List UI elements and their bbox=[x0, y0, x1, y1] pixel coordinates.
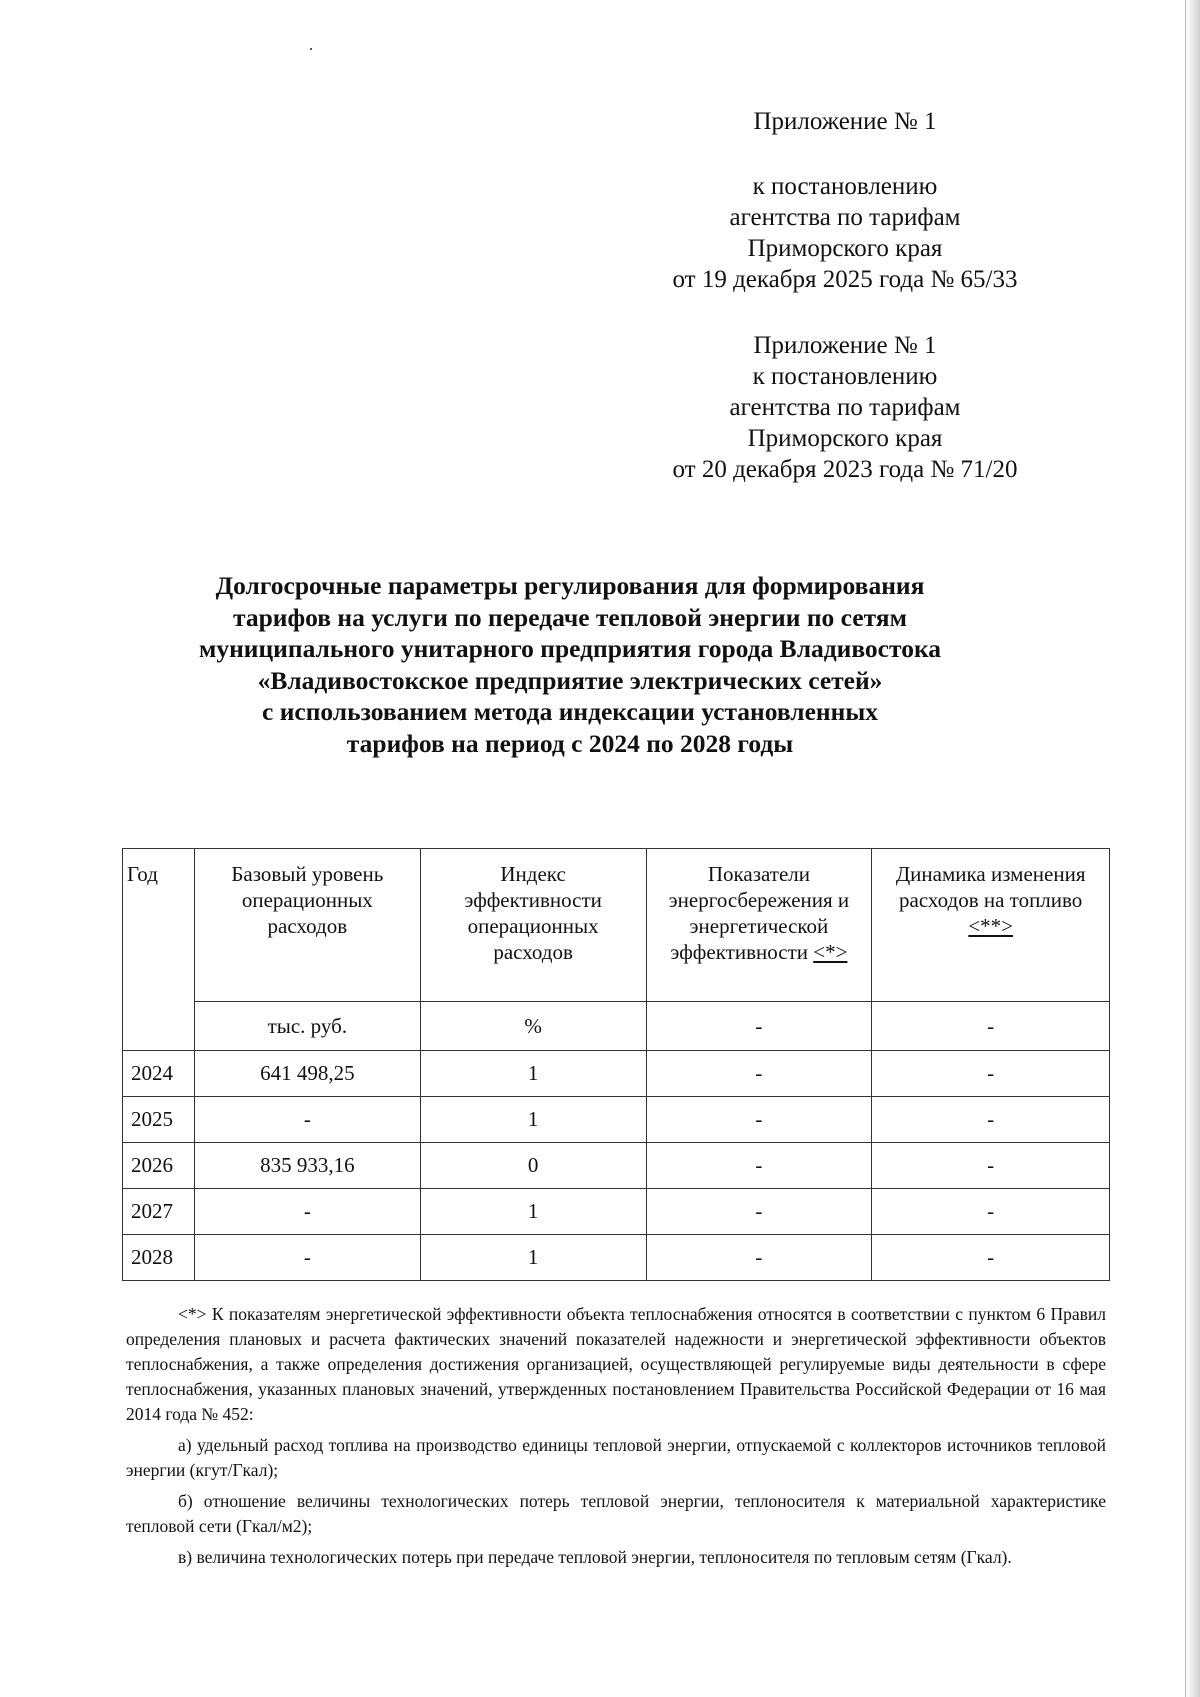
appendix-current-line: от 19 декабря 2025 года № 65/33 bbox=[672, 266, 1018, 293]
scan-speck bbox=[310, 48, 312, 50]
cell-base: - bbox=[194, 1189, 420, 1235]
cell-fuel: - bbox=[872, 1097, 1110, 1143]
header-text: Динамика изменения bbox=[895, 862, 1086, 886]
appendix-current-line: агентства по тарифам bbox=[729, 204, 961, 231]
title-line: «Владивостокское предприятие электрических сетей» bbox=[257, 665, 883, 695]
header-text: Показатели bbox=[707, 862, 811, 886]
cell-energy: - bbox=[646, 1097, 872, 1143]
header-text-with-ref bbox=[653, 939, 866, 965]
appendix-previous-line: Приложение № 1 bbox=[753, 332, 937, 359]
table-units-row bbox=[123, 1002, 1110, 1051]
cell-base: - bbox=[194, 1235, 420, 1281]
footnote-item: в) величина технологических потерь при передаче тепловой энергии, теплоносителя по тепловым сетям (Гкал). bbox=[178, 1547, 1012, 1567]
header-base-level bbox=[194, 849, 420, 1002]
cell-fuel: - bbox=[872, 1143, 1110, 1189]
title-line: тарифов на услуги по передаче тепловой энергии по сетям bbox=[233, 602, 907, 632]
header-text: операционных bbox=[241, 888, 373, 912]
appendix-current-title: Приложение № 1 bbox=[753, 108, 937, 135]
cell-energy: - bbox=[646, 1189, 872, 1235]
header-text: энергосбережения и bbox=[668, 888, 850, 912]
title-line: тарифов на период с 2024 по 2028 годы bbox=[346, 728, 794, 758]
cell-base: 835 933,16 bbox=[194, 1143, 420, 1189]
cell-index: 1 bbox=[420, 1097, 646, 1143]
cell-energy: - bbox=[646, 1143, 872, 1189]
cell-fuel: - bbox=[872, 1189, 1110, 1235]
unit-cell: % bbox=[420, 1002, 646, 1051]
header-year: Год bbox=[123, 849, 195, 1051]
document-title bbox=[120, 570, 1020, 759]
footnote-item: б) отношение величины технологических потерь тепловой энергии, теплоносителя к материальной характеристике тепловой сети (Гкал/м2); bbox=[126, 1491, 1106, 1536]
unit-cell: - bbox=[872, 1002, 1110, 1051]
table-row bbox=[123, 1235, 1110, 1281]
cell-energy: - bbox=[646, 1235, 872, 1281]
table-row bbox=[123, 1097, 1110, 1143]
unit-cell: - bbox=[646, 1002, 872, 1051]
cell-fuel: - bbox=[872, 1051, 1110, 1097]
title-line: Долгосрочные параметры регулирования для формирования bbox=[215, 571, 925, 600]
table-row bbox=[123, 1143, 1110, 1189]
cell-base: - bbox=[194, 1097, 420, 1143]
cell-base: 641 498,25 bbox=[194, 1051, 420, 1097]
header-text: расходов bbox=[267, 914, 348, 938]
cell-index: 1 bbox=[420, 1189, 646, 1235]
table-header-row bbox=[123, 849, 1110, 1002]
appendix-previous-block bbox=[560, 330, 1130, 485]
header-text: энергетической bbox=[689, 914, 829, 938]
header-text: расходов на топливо bbox=[899, 888, 1083, 912]
cell-year: 2025 bbox=[123, 1097, 195, 1143]
footnote-ref-link[interactable]: <*> bbox=[813, 940, 848, 964]
cell-year: 2027 bbox=[123, 1189, 195, 1235]
unit-cell: тыс. руб. bbox=[194, 1002, 420, 1051]
header-fuel-dynamics bbox=[872, 849, 1110, 1002]
appendix-previous-line: к постановлению bbox=[752, 363, 938, 390]
appendix-previous-line: от 20 декабря 2023 года № 71/20 bbox=[672, 456, 1018, 483]
header-text: Индекс bbox=[500, 862, 566, 886]
header-text: расходов bbox=[493, 940, 573, 964]
table-row bbox=[123, 1051, 1110, 1097]
cell-year: 2024 bbox=[123, 1051, 195, 1097]
header-text: эффективности bbox=[464, 888, 602, 912]
footnote-ref-link[interactable]: <**> bbox=[968, 914, 1014, 938]
cell-year: 2028 bbox=[123, 1235, 195, 1281]
cell-index: 1 bbox=[420, 1051, 646, 1097]
cell-fuel: - bbox=[872, 1235, 1110, 1281]
header-energy-saving bbox=[646, 849, 872, 1002]
cell-year: 2026 bbox=[123, 1143, 195, 1189]
cell-index: 1 bbox=[420, 1235, 646, 1281]
parameters-table bbox=[122, 848, 1110, 1281]
appendix-current-title-block bbox=[560, 106, 1130, 137]
title-line: с использованием метода индексации установленных bbox=[262, 697, 878, 726]
header-efficiency-index bbox=[420, 849, 646, 1002]
table-row bbox=[123, 1189, 1110, 1235]
appendix-previous-line: Приморского края bbox=[747, 425, 943, 452]
page-edge-shadow bbox=[1186, 0, 1200, 1697]
footnotes bbox=[126, 1302, 1106, 1576]
appendix-current-line: к постановлению bbox=[752, 173, 938, 200]
header-text: Базовый уровень bbox=[231, 862, 384, 886]
footnote-paragraph: <*> К показателям энергетической эффективности объекта теплоснабжения относятся в соответствии с пунктом 6 Правил определения плановых и расчета фактических значений показателей надежности и энергетической эффективности объектов теплоснабжения, а также определения достижения организацией, осуществляющей регулируемые виды деятельности в сфере теплоснабжения, указанных плановых значений, утвержденных постановлением Правительства Российской Федерации от 16 мая 2014 года № 452: bbox=[126, 1304, 1106, 1424]
title-line: муниципального унитарного предприятия города Владивостока bbox=[198, 634, 941, 663]
appendix-previous-line: агентства по тарифам bbox=[729, 394, 961, 421]
appendix-current-line: Приморского края bbox=[747, 235, 943, 262]
header-text: эффективности bbox=[670, 940, 808, 964]
cell-index: 0 bbox=[420, 1143, 646, 1189]
header-text: операционных bbox=[467, 914, 599, 938]
footnote-item: а) удельный расход топлива на производство единицы тепловой энергии, отпускаемой с коллекторов источников тепловой энергии (кгут/Гкал); bbox=[126, 1435, 1106, 1480]
cell-energy: - bbox=[646, 1051, 872, 1097]
appendix-current-block bbox=[560, 171, 1130, 295]
